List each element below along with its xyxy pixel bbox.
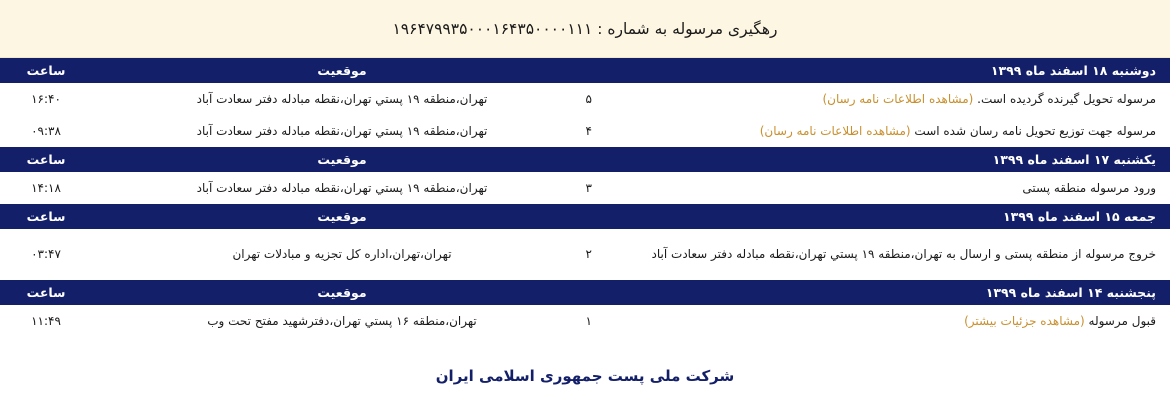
courier-info-link[interactable]: (مشاهده اطلاعات نامه رسان) xyxy=(759,123,911,138)
tracking-header-banner xyxy=(0,0,1170,58)
event-location: تهران،منطقه ۱۶ پستي تهران،دفترشهید مفتح تحت وب xyxy=(92,305,592,337)
column-header-time: ساعت xyxy=(0,280,92,306)
table-row xyxy=(0,172,1170,204)
group-header-row xyxy=(0,204,1170,230)
event-location: تهران،منطقه ۱۹ پستي تهران،نقطه مبادله دفتر سعادت آباد xyxy=(92,115,592,147)
page-footer xyxy=(0,337,1170,414)
event-time: ۱۴:۱۸ xyxy=(0,172,92,204)
column-header-time: ساعت xyxy=(0,58,92,83)
tracking-table xyxy=(0,58,1170,337)
column-header-location: موقعیت xyxy=(92,147,592,173)
page-title: رهگیری مرسوله به شماره : ۱۹۶۴۷۹۹۳۵۰۰۰۱۶۴۳۵۰۰۰۰۱۱۱ xyxy=(392,19,778,38)
event-description xyxy=(592,83,1170,115)
event-time: ۱۶:۴۰ xyxy=(0,83,92,115)
more-details-link[interactable]: (مشاهده جزئیات بیشتر) xyxy=(964,313,1085,328)
event-time: ۰۹:۳۸ xyxy=(0,115,92,147)
group-date: یکشنبه ۱۷ اسفند ماه ۱۳۹۹ xyxy=(592,147,1170,173)
event-description-text: مرسوله تحویل گیرنده گردیده است. xyxy=(977,91,1156,106)
column-header-location: موقعیت xyxy=(92,204,592,230)
event-time: ۱۱:۴۹ xyxy=(0,305,92,337)
event-location: تهران،منطقه ۱۹ پستي تهران،نقطه مبادله دفتر سعادت آباد xyxy=(92,83,592,115)
group-date: جمعه ۱۵ اسفند ماه ۱۳۹۹ xyxy=(592,204,1170,230)
event-description-text: ورود مرسوله منطقه پستی xyxy=(1022,180,1156,195)
group-header-row xyxy=(0,147,1170,173)
tracking-table-body xyxy=(0,58,1170,337)
event-description xyxy=(592,229,1170,280)
event-description-text: قبول مرسوله xyxy=(1088,313,1156,328)
courier-info-link[interactable]: (مشاهده اطلاعات نامه رسان) xyxy=(822,91,974,106)
event-time: ۰۳:۴۷ xyxy=(0,229,92,280)
table-row xyxy=(0,83,1170,115)
event-description xyxy=(592,115,1170,147)
event-description xyxy=(592,305,1170,337)
table-row xyxy=(0,229,1170,280)
group-date: دوشنبه ۱۸ اسفند ماه ۱۳۹۹ xyxy=(592,58,1170,83)
group-header-row xyxy=(0,58,1170,83)
column-header-time: ساعت xyxy=(0,204,92,230)
group-date: پنجشنبه ۱۴ اسفند ماه ۱۳۹۹ xyxy=(592,280,1170,306)
table-row xyxy=(0,115,1170,147)
table-row xyxy=(0,305,1170,337)
event-location: تهران،منطقه ۱۹ پستي تهران،نقطه مبادله دفتر سعادت آباد xyxy=(92,172,592,204)
event-description xyxy=(592,172,1170,204)
column-header-time: ساعت xyxy=(0,147,92,173)
footer-text: شرکت ملی پست جمهوری اسلامی ایران xyxy=(435,366,735,385)
column-header-location: موقعیت xyxy=(92,280,592,306)
event-description-text: خروج مرسوله از منطقه پستی و ارسال به تهران،منطقه ۱۹ پستي تهران،نقطه مبادله دفتر سعادت آباد xyxy=(651,247,1156,261)
event-location: تهران،تهران،اداره کل تجزیه و مبادلات تهران xyxy=(92,229,592,280)
group-header-row xyxy=(0,280,1170,306)
column-header-location: موقعیت xyxy=(92,58,592,83)
event-description-text: مرسوله جهت توزیع تحویل نامه رسان شده است xyxy=(914,123,1156,138)
